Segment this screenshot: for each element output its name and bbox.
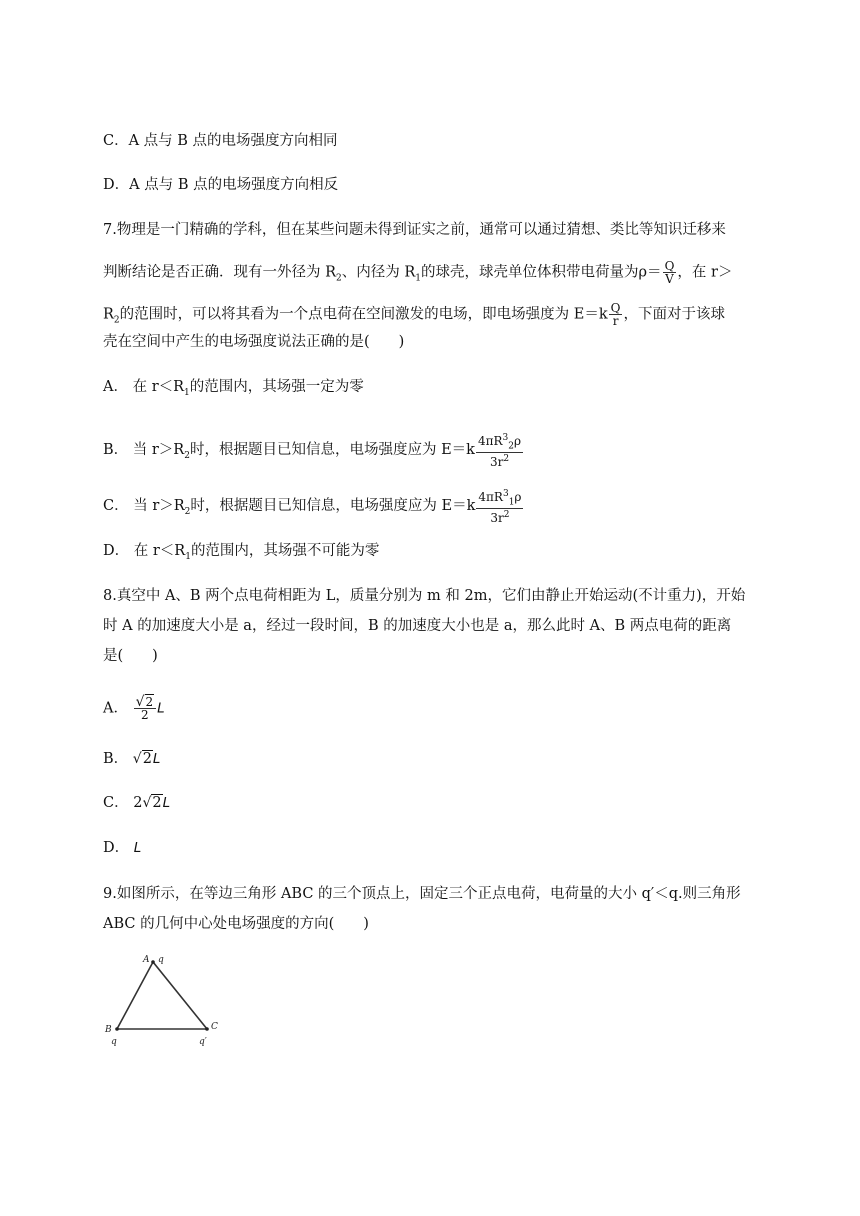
- option-label: D．: [103, 840, 130, 856]
- formula-part: 4πR: [477, 434, 503, 448]
- option-label: C． 2: [103, 795, 143, 811]
- option-text: 时，根据题目已知信息，电场强度应为 E＝k: [190, 498, 476, 515]
- superscript: 3: [502, 489, 509, 499]
- option-variable: L: [152, 751, 161, 767]
- formula-part: ρ: [513, 434, 522, 448]
- q8-stem-line-3: 是( ): [103, 648, 158, 664]
- label-b: B: [105, 1025, 112, 1035]
- label-qa: q: [158, 955, 164, 965]
- vertex-b-charge: [115, 1027, 119, 1031]
- vertex-a-charge: [151, 960, 155, 964]
- q7-option-b: [103, 432, 524, 468]
- q7-option-d: [103, 541, 379, 567]
- fraction-numerator: [476, 432, 523, 453]
- fraction-denominator: V: [665, 272, 674, 286]
- rho-fraction: [663, 260, 677, 285]
- fraction-denominator: [476, 509, 523, 524]
- q7-stem-line-3: [103, 302, 725, 330]
- q7-stem-line-2: [103, 260, 732, 288]
- fraction-denominator: 2: [141, 708, 149, 722]
- field-fraction: [609, 302, 623, 327]
- q7-text: 、内径为 R: [341, 264, 416, 281]
- q7-stem-line-1: 7.物理是一门精确的学科，但在某些问题未得到证实之前，通常可以通过猜想、类比等知识迁移来: [103, 222, 726, 238]
- fraction-denominator: [476, 453, 523, 468]
- superscript: 3: [502, 433, 509, 443]
- formula-part: ρ: [514, 490, 522, 504]
- q6-option-d: D．A 点与 B 点的电场强度方向相反: [103, 177, 339, 193]
- subscript: 2: [184, 507, 191, 518]
- subscript: 1: [508, 497, 515, 508]
- subscript: 2: [508, 441, 514, 452]
- formula-part: 3r: [489, 455, 504, 470]
- label-qc: q′: [199, 1037, 207, 1047]
- subscript: 2: [184, 451, 190, 462]
- triangle-figure: [98, 950, 238, 1055]
- q8-stem-line-2: 时 A 的加速度大小是 a，经过一段时间，B 的加速度大小也是 a，那么此时 A、B 两点电荷的距离: [103, 618, 732, 634]
- label-c: C: [211, 1022, 218, 1032]
- sqrt: √2: [132, 751, 152, 767]
- option-text: C． 当 r＞R: [103, 498, 185, 515]
- option-b-formula: [476, 432, 523, 468]
- radicand: 2: [145, 695, 154, 709]
- q7-text: ，下面对于该球: [623, 306, 725, 323]
- q8-option-d: [103, 838, 141, 858]
- option-text: 的范围内，其场强一定为零: [189, 379, 364, 395]
- q7-text: R: [103, 306, 114, 323]
- subscript: 1: [185, 551, 191, 562]
- sqrt: √2: [142, 795, 162, 811]
- fraction-numerator: [476, 488, 523, 509]
- triangle-abc: [117, 962, 207, 1029]
- superscript: 2: [503, 510, 510, 521]
- option-label: A．: [103, 700, 128, 717]
- q7-text: ，在 r＞: [677, 264, 733, 281]
- subscript: 1: [415, 273, 422, 284]
- q7-stem-line-4: 壳在空间中产生的电场强度说法正确的是( ): [103, 334, 405, 350]
- fraction-numerator: Q: [664, 259, 675, 273]
- q7-text: 的范围时，可以将其看为一个点电荷在空间激发的电场，即电场强度为 E＝k: [119, 306, 608, 323]
- subscript: 2: [113, 315, 120, 326]
- sqrt: √2: [135, 694, 154, 710]
- q9-stem-line-1: 9.如图所示，在等边三角形 ABC 的三个顶点上，固定三个正点电荷，电荷量的大小 q′＜q.则三角形: [103, 886, 741, 902]
- option-variable: L: [133, 840, 142, 856]
- option-variable: L: [162, 795, 171, 811]
- formula-part: 4πR: [478, 490, 503, 504]
- subscript: 2: [336, 273, 342, 284]
- label-qb: q: [111, 1037, 117, 1047]
- option-text: A． 在 r＜R: [103, 379, 185, 395]
- label-a: A: [143, 955, 150, 965]
- q8-option-b: [103, 749, 160, 769]
- subscript: 1: [184, 387, 190, 398]
- q7-text: 判断结论是否正确．现有一外径为 R: [103, 264, 337, 281]
- superscript: 2: [503, 454, 510, 465]
- radicand: 2: [152, 795, 162, 811]
- option-text: 时，根据题目已知信息，电场强度应为 E＝k: [189, 442, 475, 459]
- option-text: D． 在 r＜R: [103, 543, 186, 559]
- vertex-c-charge: [205, 1027, 209, 1031]
- radicand: 2: [142, 751, 152, 767]
- q7-text: 的球壳，球壳单位体积带电荷量为ρ＝: [421, 264, 662, 281]
- q6-option-c: C．A 点与 B 点的电场强度方向相同: [103, 133, 338, 149]
- q8-option-a: [103, 696, 165, 721]
- option-c-formula: [476, 488, 523, 524]
- formula-part: 3r: [490, 511, 504, 526]
- option-variable: L: [157, 700, 165, 717]
- q9-stem-line-2: ABC 的几何中心处电场强度的方向( ): [103, 916, 369, 932]
- option-text: 的范围内，其场强不可能为零: [190, 543, 380, 559]
- option-label: B．: [103, 751, 129, 767]
- option-text: B． 当 r＞R: [103, 442, 185, 459]
- fraction-numerator: Q: [610, 301, 621, 315]
- q8-option-c: [103, 793, 170, 813]
- q8-stem-line-1: 8.真空中 A、B 两个点电荷相距为 L，质量分别为 m 和 2m，它们由静止开始运动(不计重力)，开始: [103, 588, 746, 604]
- fraction-denominator: r: [612, 314, 619, 328]
- q7-option-a: [103, 377, 364, 403]
- sqrt2-over-2: [134, 696, 157, 721]
- q7-option-c: [103, 488, 524, 524]
